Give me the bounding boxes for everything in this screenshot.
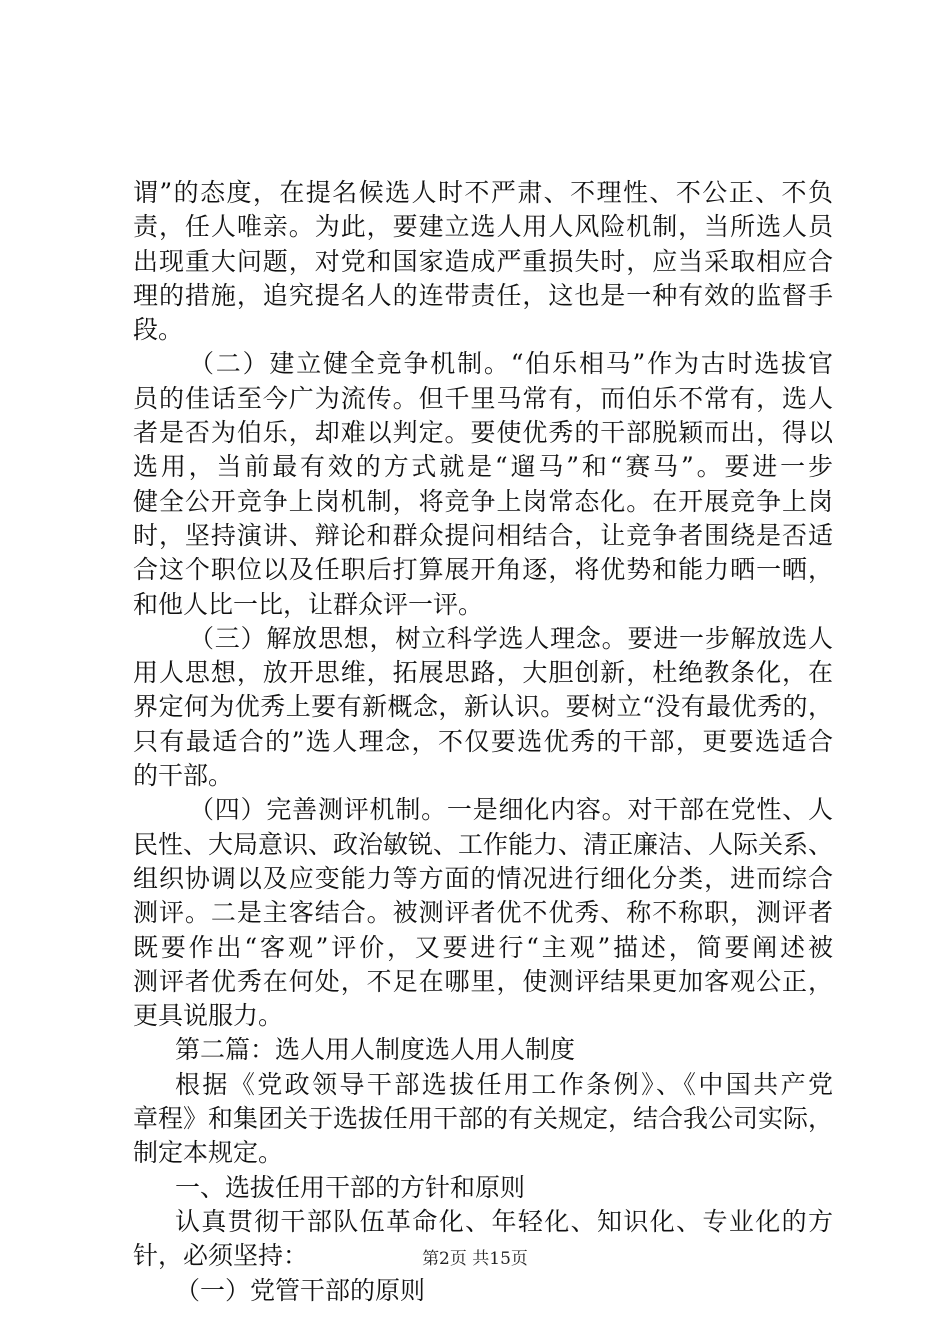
text-line: 者是否为伯乐，却难以判定。要使优秀的干部脱颖而出，得以 — [133, 418, 833, 448]
document-body — [133, 176, 833, 1308]
text-line: 章程》和集团关于选拔任用干部的有关规定，结合我公司实际， — [133, 1104, 834, 1134]
text-line: 和他人比一比，让群众评一评。 — [133, 589, 484, 619]
text-line: 根据《党政领导干部选拔任用工作条例》、《中国共产党 — [175, 1069, 833, 1099]
text-line: 合这个职位以及任职后打算展开角逐，将优势和能力晒一晒， — [133, 555, 833, 585]
text-line: 更具说服力。 — [133, 1001, 284, 1031]
text-line: 的干部。 — [133, 761, 234, 791]
text-line: 只有最适合的”选人理念，不仅要选优秀的干部，更要选适合 — [133, 726, 833, 756]
paragraph-continuation — [133, 176, 833, 347]
text-line: 一、选拔任用干部的方针和原则 — [175, 1172, 526, 1202]
page-number-footer: 第2页 共15页 — [422, 1249, 528, 1269]
text-line: 谓”的态度，在提名候选人时不严肃、不理性、不公正、不负 — [133, 178, 833, 207]
text-line: 测评者优秀在何处，不足在哪里，使测评结果更加客观公正， — [133, 966, 833, 996]
text-line: 健全公开竞争上岗机制，将竞争上岗常态化。在开展竞争上岗 — [133, 486, 833, 516]
text-line: 民性、大局意识、政治敏锐、工作能力、清正廉洁、人际关系、 — [133, 829, 834, 859]
section-heading-principles — [133, 1171, 833, 1205]
text-line: 责，任人唯亲。为此，要建立选人用人风险机制，当所选人员 — [133, 212, 833, 242]
text-line: 理的措施，追究提名人的连带责任，这也是一种有效的监督手 — [133, 280, 833, 310]
text-line: 界定何为优秀上要有新概念，新认识。要树立“没有最优秀的， — [133, 692, 833, 722]
text-line: （二）建立健全竞争机制。“伯乐相马”作为古时选拔官 — [189, 349, 833, 379]
paragraph-basis — [133, 1068, 833, 1171]
text-line: 段。 — [133, 315, 184, 345]
text-line: 制定本规定。 — [133, 1138, 284, 1168]
text-line: 既要作出“客观”评价，又要进行“主观”描述，简要阐述被 — [133, 932, 833, 962]
text-line: 第二篇：选人用人制度选人用人制度 — [175, 1035, 576, 1065]
text-line: （四）完善测评机制。一是细化内容。对干部在党性、人 — [189, 795, 833, 825]
text-line: 认真贯彻干部队伍革命化、年轻化、知识化、专业化的方 — [175, 1206, 833, 1236]
text-line: 选用，当前最有效的方式就是“遛马”和“赛马”。要进一步 — [133, 452, 833, 482]
text-line: 出现重大问题，对党和国家造成严重损失时，应当采取相应合 — [133, 246, 833, 276]
text-line: 测评。二是主客结合。被测评者优不优秀、称不称职，测评者 — [133, 898, 833, 928]
paragraph-liberate-thinking — [133, 622, 833, 793]
subheading-party-principle — [133, 1274, 833, 1308]
text-line: 用人思想，放开思维，拓展思路，大胆创新，杜绝教条化，在 — [133, 658, 833, 688]
text-line: （三）解放思想，树立科学选人理念。要进一步解放选人 — [189, 623, 833, 653]
text-line: （一）党管干部的原则 — [175, 1275, 426, 1305]
paragraph-competition-mechanism — [133, 347, 833, 621]
text-line: 时，坚持演讲、辩论和群众提问相结合，让竞争者围绕是否适 — [133, 520, 833, 550]
paragraph-evaluation-mechanism — [133, 793, 833, 1033]
section-heading-part-two — [133, 1033, 833, 1067]
text-line: 员的佳话至今广为流传。但千里马常有，而伯乐不常有，选人 — [133, 383, 833, 413]
text-line: 组织协调以及应变能力等方面的情况进行细化分类，进而综合 — [133, 863, 833, 893]
text-line: 针，必须坚持： — [133, 1241, 309, 1271]
